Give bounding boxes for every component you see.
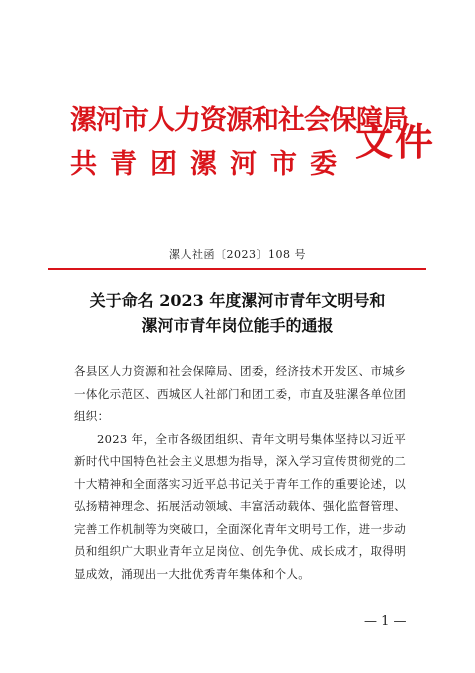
issuing-org-line1: 漯河市人力资源和社会保障局 [70, 105, 408, 136]
issuing-org-line2: 共青团漯河市委 [70, 149, 350, 180]
document-title [0, 288, 475, 338]
red-divider-line [48, 268, 426, 270]
title-line2: 漯河市青年岗位能手的通报 [141, 316, 334, 335]
body-paragraph-1: 2023 年，全市各级团组织、青年文明号集体坚持以习近平新时代中国特色社会主义思想为指导，深入学习宣传贯彻党的二十大精神和全面落实习近平总书记关于青年工作的重要论述，以弘扬精神理念、拓展活动领域、丰富活动载体、强化监督管理、完善工作机制等为突破口，全面深化青年文明号工作，进一步动员和组织广大职业青年立足岗位、创先争优、成长成才，取得明显成效，涌现出一大批优秀青年集体和个人。 [74, 431, 406, 581]
page-number: — 1 — [364, 614, 407, 629]
document-word: 文件 [355, 120, 436, 164]
document-number: 漯人社函〔2023〕108 号 [169, 248, 306, 261]
document-header [70, 103, 436, 193]
document-body [74, 360, 406, 585]
addressee: 各县区人力资源和社会保障局、团委，经济技术开发区、市城乡一体化示范区、西城区人社部门和团工委，市直及驻漯各单位团组织： [74, 364, 406, 423]
title-line1: 关于命名 2023 年度漯河市青年文明号和 [89, 291, 386, 310]
